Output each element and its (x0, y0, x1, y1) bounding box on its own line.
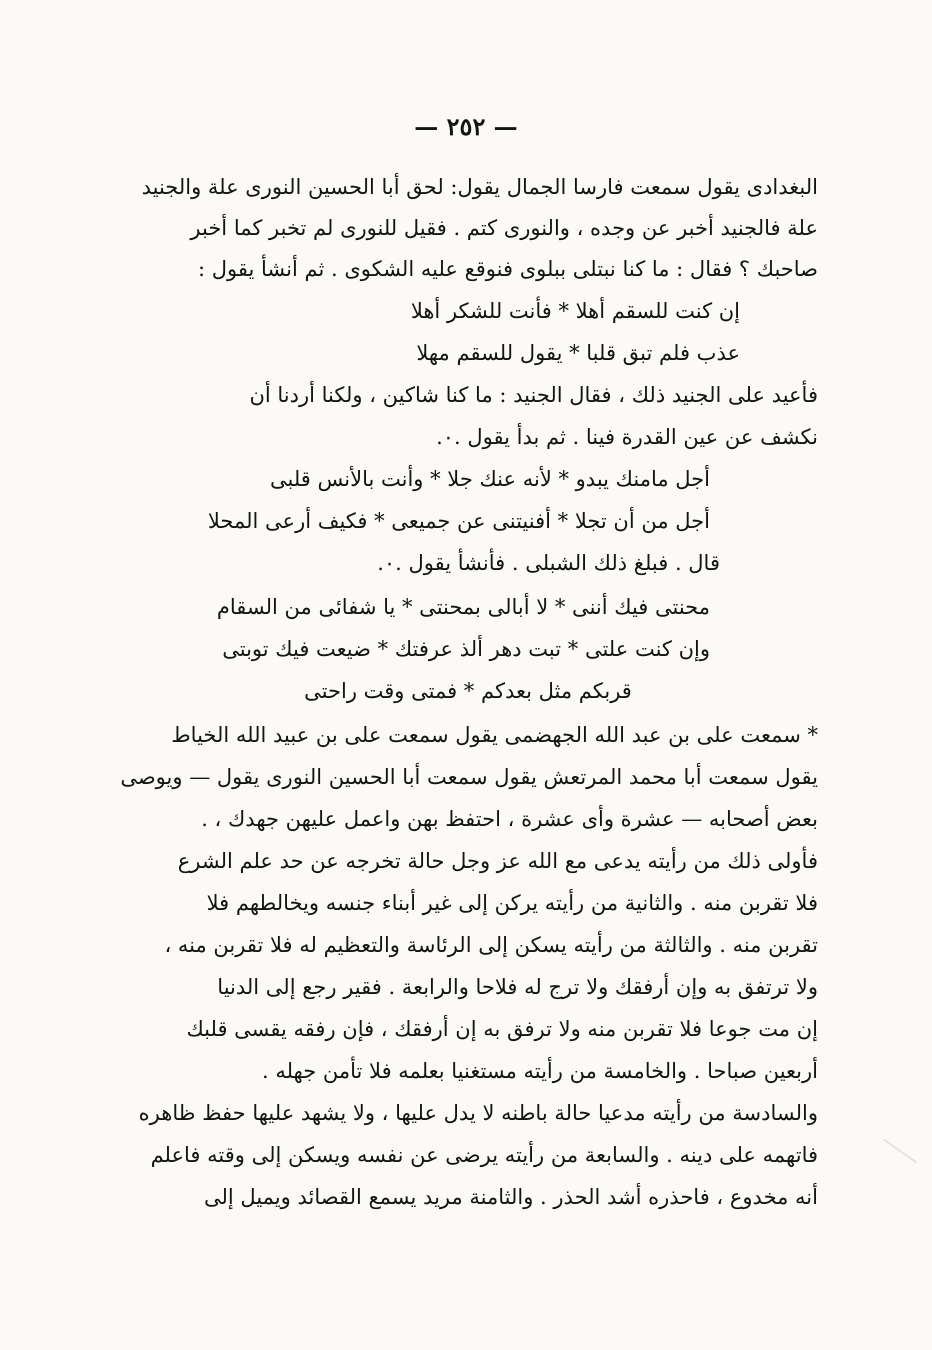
text-line: يقول سمعت أبا محمد المرتعش يقول سمعت أبا الحسين النورى يقول — ويوصى (120, 765, 818, 789)
verse-line: أجل من أن تجلا * أفنيتنى عن جميعى * فكيف أرعى المحلا (207, 509, 710, 533)
text-line: ولا ترتفق به وإن أرفقك ولا ترج له فلاحا والرابعة . فقير رجع إلى الدنيا (217, 975, 818, 999)
text-line: قال . فبلغ ذلك الشبلى . فأنشأ يقول .٠. (377, 551, 720, 575)
text-line: فاتهمه على دينه . والسابعة من رأيته يرضى عن نفسه ويسكن إلى وقته فاعلم (150, 1143, 818, 1167)
text-line: فأعيد على الجنيد ذلك ، فقال الجنيد : ما كنا شاكين ، ولكنا أردنا أن (249, 383, 818, 407)
text-line: أنه مخدوع ، فاحذره أشد الحذر . والثامنة مريد يسمع القصائد ويميل إلى (204, 1185, 818, 1209)
verse-line: وإن كنت علتى * تبت دهر ألذ عرفتك * ضيعت فيك توبتى (222, 637, 710, 661)
text-line: علة فالجنيد أخبر عن وجده ، والنورى كتم . فقيل للنورى لم تخبر كما أخبر (190, 216, 818, 240)
text-line: والسادسة من رأيته مدعيا حالة باطنه لا يدل عليها ، ولا يشهد عليها حفظ ظاهره (138, 1101, 818, 1125)
verse-line: إن كنت للسقم أهلا * فأنت للشكر أهلا (410, 299, 740, 323)
text-line: صاحبك ؟ فقال : ما كنا نبتلى ببلوى فنوقع عليه الشكوى . ثم أنشأ يقول : (197, 257, 818, 281)
text-line: البغدادى يقول سمعت فارسا الجمال يقول: لحق أبا الحسين النورى علة والجنيد (141, 175, 818, 199)
text-line: فأولى ذلك من رأيته يدعى مع الله عز وجل حالة تخرجه عن حد علم الشرع (177, 849, 818, 873)
text-line: أربعين صباحا . والخامسة من رأيته مستغنيا بعلمه فلا تأمن جهله . (262, 1059, 818, 1083)
text-line: إن مت جوعا فلا تقربن منه ولا ترفق به إن أرفقك ، فإن رفقه يقسى قلبك (186, 1017, 818, 1041)
paper-mark (883, 1139, 917, 1164)
verse-line: محنتى فيك أننى * لا أبالى بمحنتى * يا شفائى من السقام (216, 595, 710, 619)
text-line: بعض أصحابه — عشرة وأى عشرة ، احتفظ بهن واعمل عليهن جهدك ، . (201, 807, 818, 831)
text-line: فلا تقربن منه . والثانية من رأيته يركن إلى غير أبناء جنسه ويخالطهم فلا (206, 891, 818, 915)
page-number: — ٢٥٢ — (414, 112, 518, 141)
verse-line: أجل مامنك يبدو * لأنه عنك جلا * وأنت بالأنس قلبى (269, 467, 710, 491)
text-line: نكشف عن عين القدرة فينا . ثم بدأ يقول .٠. (436, 425, 818, 449)
verse-line: عذب فلم تبق قلبا * يقول للسقم مهلا (416, 341, 740, 365)
verse-line: قربكم مثل بعدكم * فمتى وقت راحتى (304, 679, 632, 703)
text-line: * سمعت على بن عبد الله الجهضمى يقول سمعت على بن عبيد الله الخياط (171, 723, 818, 747)
text-line: تقربن منه . والثالثة من رأيته يسكن إلى الرئاسة والتعظيم له فلا تقربن منه ، (164, 933, 818, 957)
